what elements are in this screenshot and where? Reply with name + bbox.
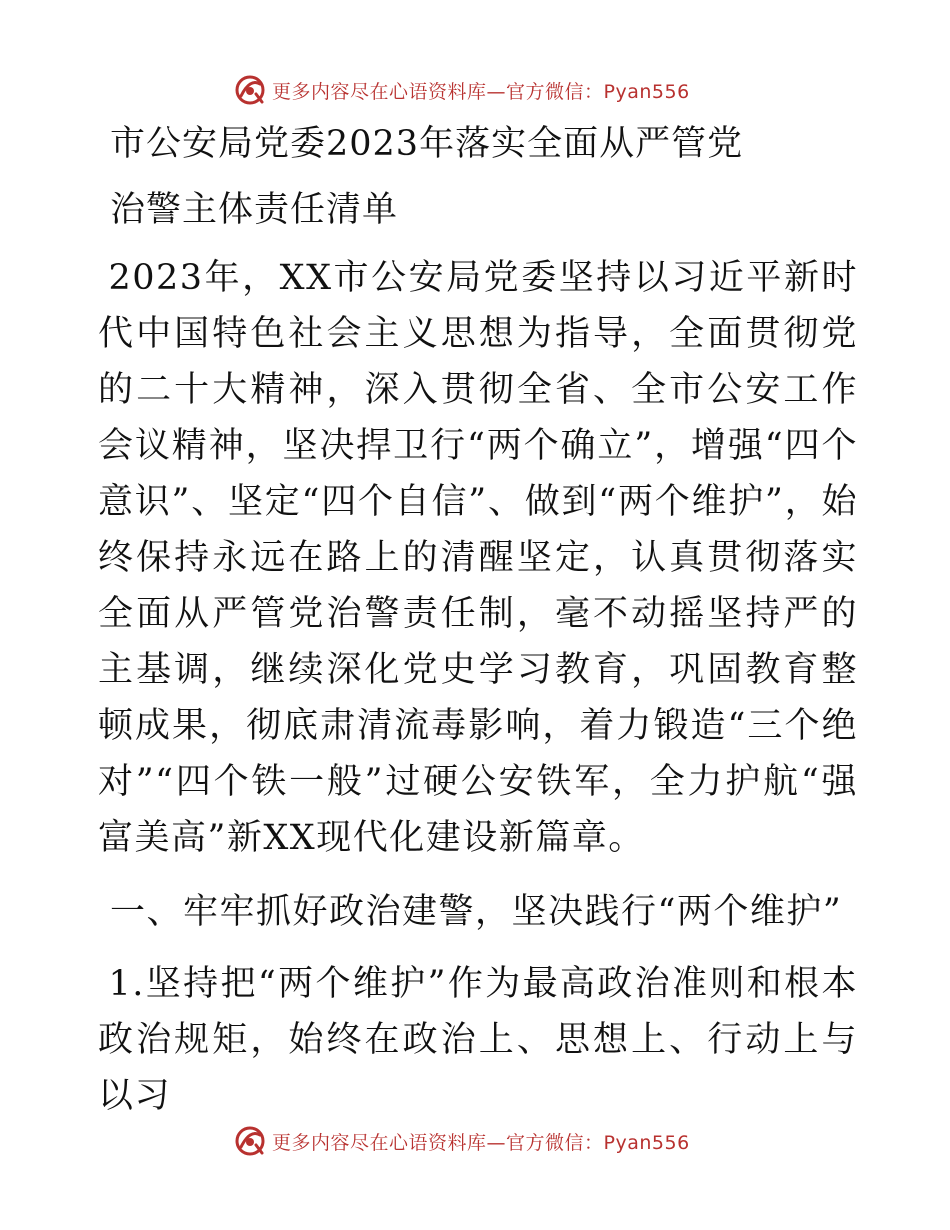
item-paragraph-1: 1.坚持把“两个维护”作为最高政治准则和根本政治规矩，始终在政治上、思想上、行动上与以习: [98, 964, 858, 1116]
brand-logo-icon: [232, 1123, 268, 1159]
watermark-footer: [232, 1123, 690, 1159]
document-title-line-2: 治警主体责任清单: [110, 190, 399, 230]
document-title-line-1: 市公安局党委2023年落实全面从严管党: [110, 124, 744, 164]
intro-paragraph: 2023年，XX市公安局党委坚持以习近平新时代中国特色社会主义思想为指导，全面贯彻党的二十大精神，深入贯彻全省、全市公安工作会议精神，坚决捍卫行“两个确立”，增强“四个意识”、坚定“四个自信”、做到“两个维护”，始终保持永远在路上的清醒坚定，认真贯彻落实全面从严管党治警责任制，毫不动摇坚持严的主基调，继续深化党史学习教育，巩固教育整顿成果，彻底肃清流毒影响，着力锻造“三个绝对”“四个铁一般”过硬公安铁军，全力护航“强富美高”新XX现代化建设新篇章。: [98, 258, 858, 858]
section-heading-1: 一、牢牢抓好政治建警，坚决践行“两个维护”: [110, 892, 843, 932]
watermark-text: 更多内容尽在心语资料库—官方微信：Pyan556: [272, 80, 690, 103]
watermark-header: [232, 72, 690, 108]
watermark-text: 更多内容尽在心语资料库—官方微信：Pyan556: [272, 1131, 690, 1154]
document-body: [98, 122, 858, 1124]
brand-logo-icon: [232, 72, 268, 108]
